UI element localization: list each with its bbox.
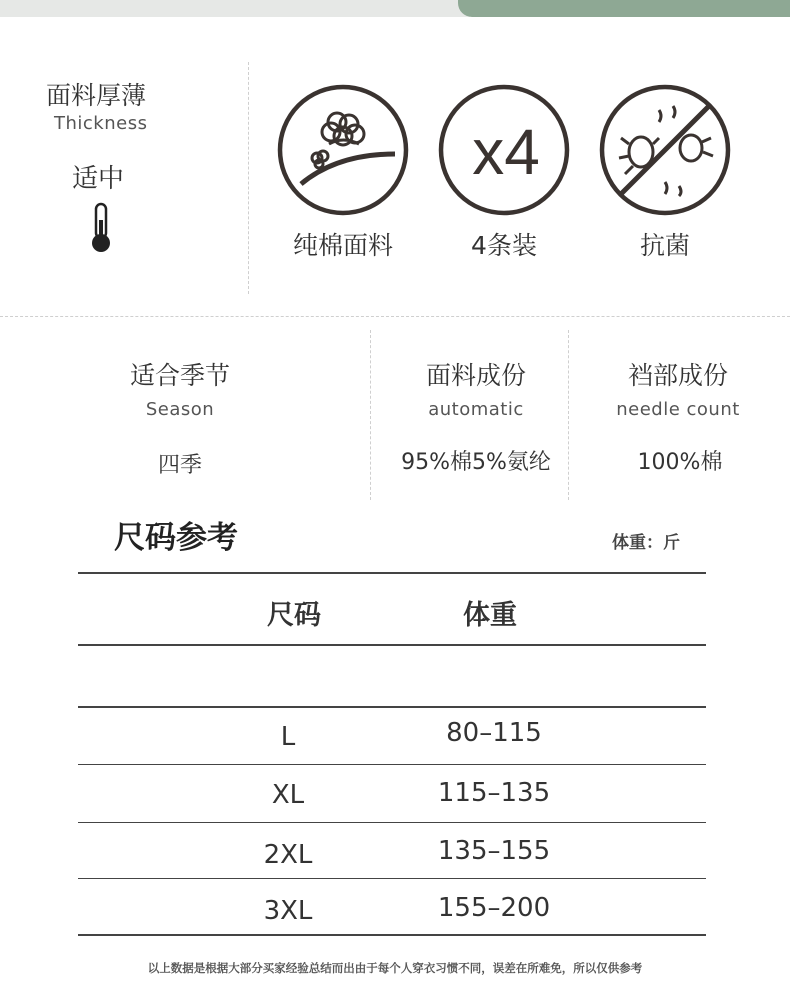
- spec-value-season: 四季: [157, 453, 202, 478]
- thickness-value: 适中: [72, 164, 125, 194]
- table-rule: [78, 706, 706, 708]
- spec-value-crotch: 100%棉: [637, 450, 723, 475]
- thermometer-icon: [88, 202, 114, 254]
- table-cell-size: 2XL: [263, 840, 313, 870]
- table-rule: [78, 644, 706, 646]
- table-cell-size: L: [280, 722, 296, 752]
- x4-icon: [438, 84, 570, 216]
- spec-subtitle-crotch: needle count: [616, 399, 740, 420]
- antibacterial-icon: [599, 84, 731, 216]
- divider-horizontal: [0, 316, 790, 317]
- table-rule: [78, 878, 706, 879]
- top-decor-bar: [0, 0, 470, 17]
- footnote: 以上数据是根据大部分买家经验总结而出由于每个人穿衣习惯不同，误差在所难免，所以仅供参考: [147, 961, 643, 975]
- table-cell-weight: 80–115: [446, 718, 542, 748]
- spec-title-fabric: 面料成份: [425, 361, 526, 390]
- table-rule: [78, 822, 706, 823]
- table-cell-weight: 115–135: [437, 778, 551, 808]
- divider-vertical: [248, 62, 249, 294]
- table-rule: [78, 934, 706, 936]
- table-rule: [78, 572, 706, 574]
- table-header-weight: 体重: [463, 600, 517, 631]
- feature-label-cotton: 纯棉面料: [292, 231, 393, 260]
- spec-value-fabric: 95%棉5%氨纶: [401, 450, 551, 475]
- thickness-subtitle: Thickness: [54, 113, 148, 134]
- table-header-size: 尺码: [267, 600, 321, 631]
- spec-title-season: 适合季节: [129, 361, 230, 390]
- cotton-icon: [277, 84, 409, 216]
- spec-title-crotch: 裆部成份: [627, 361, 728, 390]
- table-cell-size: XL: [271, 780, 305, 810]
- x4-icon-text: x4: [472, 116, 540, 188]
- feature-label-antibacterial: 抗菌: [639, 231, 690, 260]
- top-accent-bar: [458, 0, 790, 17]
- spec-subtitle-fabric: automatic: [428, 399, 524, 420]
- feature-label-pack: 4条装: [471, 231, 537, 260]
- table-rule: [78, 764, 706, 765]
- table-cell-size: 3XL: [263, 896, 313, 926]
- size-chart-heading: 尺码参考: [114, 520, 238, 556]
- unit-note: 体重：斤: [612, 533, 680, 553]
- table-cell-weight: 135–155: [437, 836, 551, 866]
- divider-vertical: [370, 330, 371, 500]
- divider-vertical: [568, 330, 569, 500]
- table-cell-weight: 155–200: [437, 893, 551, 923]
- spec-subtitle-season: Season: [145, 399, 215, 420]
- thickness-title: 面料厚薄: [46, 81, 147, 110]
